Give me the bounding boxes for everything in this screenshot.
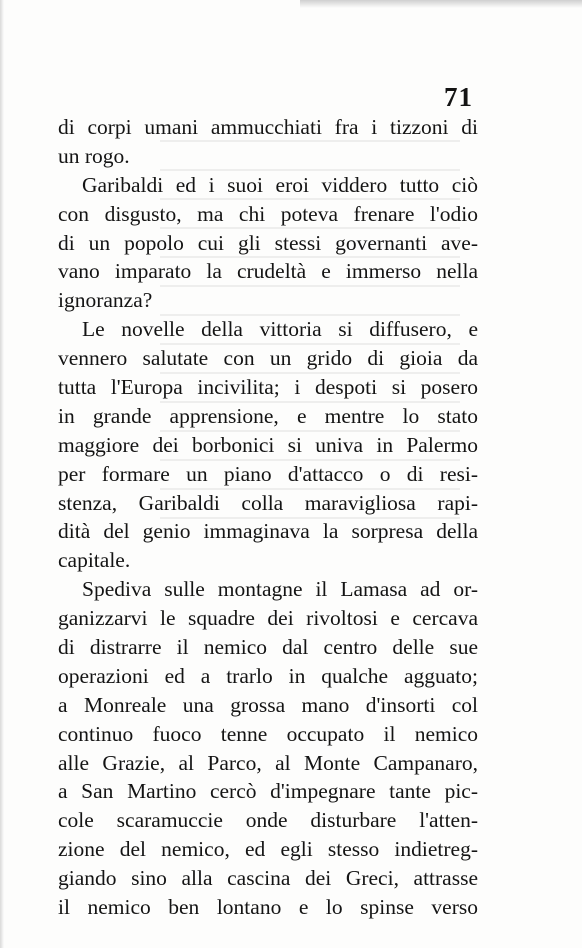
text-line: Le novelle della vittoria si diffusero, e [82,317,478,342]
text-line: con disgusto, ma chi poteva frenare l'odio [58,201,478,226]
text-line: zione del nemico, ed egli stesso indietreg- [58,837,478,862]
text-line: di corpi umani ammucchiati fra i tizzoni di [58,115,478,139]
text-line: di distrarre il nemico dal centro delle sue [58,635,478,660]
text-line: ignoranza? [58,288,153,313]
page-number: 71 [444,82,473,112]
text-line: alle Grazie, al Parco, al Monte Campanaro, [58,750,478,775]
text-line: il nemico ben lontano e lo spinse verso [58,895,478,920]
text-line: operazioni ed a trarlo in qualche agguato; [58,663,478,688]
text-line: a Monreale una grossa mano d'insorti col [58,692,478,717]
text-line: continuo fuoco tenne occupato il nemico [58,721,478,746]
text-line: dità del genio immaginava la sorpresa della [58,519,478,544]
text-line: tutta l'Europa incivilita; i despoti si posero [58,375,478,400]
text-line: cole scaramuccie onde disturbare l'atten- [58,808,478,833]
text-line: in grande apprensione, e mentre lo stato [58,403,478,428]
text-line: maggiore dei borbonici si univa in Palermo [58,432,478,457]
text-line: un rogo. [58,143,130,168]
text-line: capitale. [58,548,131,573]
text-line: stenza, Garibaldi colla maravigliosa rapi- [58,490,478,515]
text-line: per formare un piano d'attacco o di resi- [58,461,478,486]
page-left-shadow [0,0,4,948]
text-line: giando sino alla cascina dei Greci, attrasse [58,866,478,891]
body-text [58,113,478,922]
text-line: Spediva sulle montagne il Lamasa ad or- [82,577,478,602]
text-line: Garibaldi ed i suoi eroi viddero tutto ciò [82,172,478,197]
text-line: vennero salutate con un grido di gioia da [58,346,478,371]
text-line: a San Martino cercò d'impegnare tante pic- [58,779,478,804]
text-line: ganizzarvi le squadre dei rivoltosi e cercava [58,606,478,631]
text-line: di un popolo cui gli stessi governanti ave- [58,230,478,255]
page-top-shadow [300,0,582,8]
text-line: vano imparato la crudeltà e immerso nella [58,259,478,284]
